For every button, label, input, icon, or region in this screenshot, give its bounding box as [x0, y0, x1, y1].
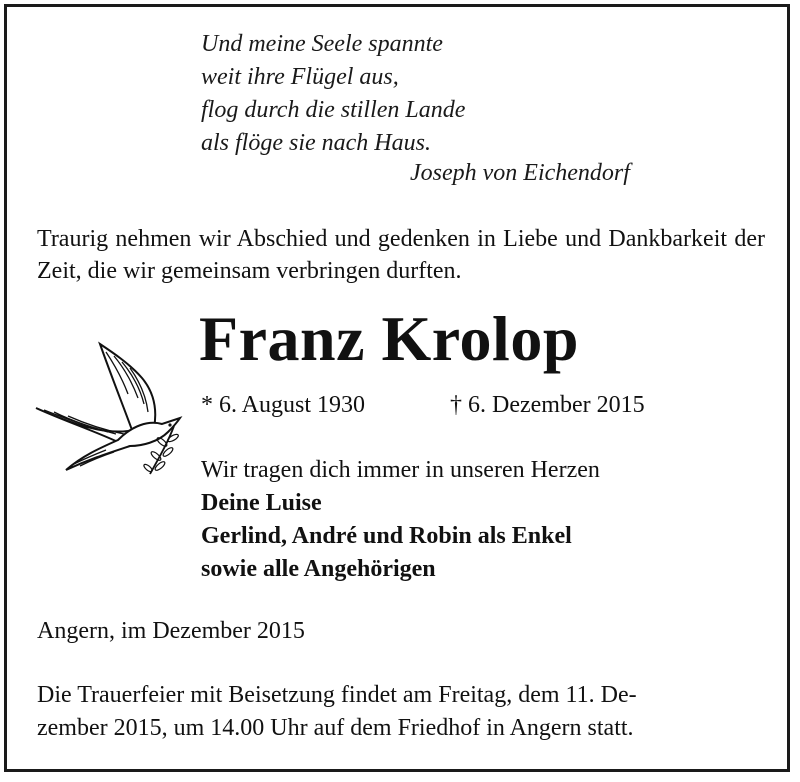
poem [201, 28, 465, 160]
dove-with-olive-branch-icon [34, 338, 194, 478]
mourners-line: sowie alle Angehörigen [201, 556, 436, 582]
funeral-line: Die Trauerfeier mit Beisetzung findet am Freitag, dem 11. De- [37, 682, 637, 708]
poem-author: Joseph von Eichendorf [410, 160, 630, 186]
mourners-block [201, 454, 600, 586]
funeral-notice [37, 679, 765, 745]
place-date: Angern, im Dezember 2015 [37, 618, 305, 644]
mourners-line: Wir tragen dich immer in unseren Herzen [201, 457, 600, 483]
funeral-line: zember 2015, um 14.00 Uhr auf dem Friedhof in Angern statt. [37, 715, 634, 741]
poem-line: Und meine Seele spannte [201, 31, 443, 57]
mourners-line: Deine Luise [201, 490, 322, 516]
birth-date: * 6. August 1930 [201, 392, 366, 418]
intro-text: Traurig nehmen wir Abschied und gedenken in Liebe und Dankbarkeit der Zeit, die wir gemeinsam verbringen durften. [37, 226, 765, 284]
mourners-line: Gerlind, André und Robin als Enkel [201, 523, 572, 549]
deceased-name: Franz Krolop [199, 303, 579, 374]
poem-line: flog durch die stillen Lande [201, 97, 466, 123]
poem-line: weit ihre Flügel aus, [201, 64, 399, 90]
death-date: † 6. Dezember 2015 [450, 392, 645, 418]
poem-line: als flöge sie nach Haus. [201, 130, 431, 156]
